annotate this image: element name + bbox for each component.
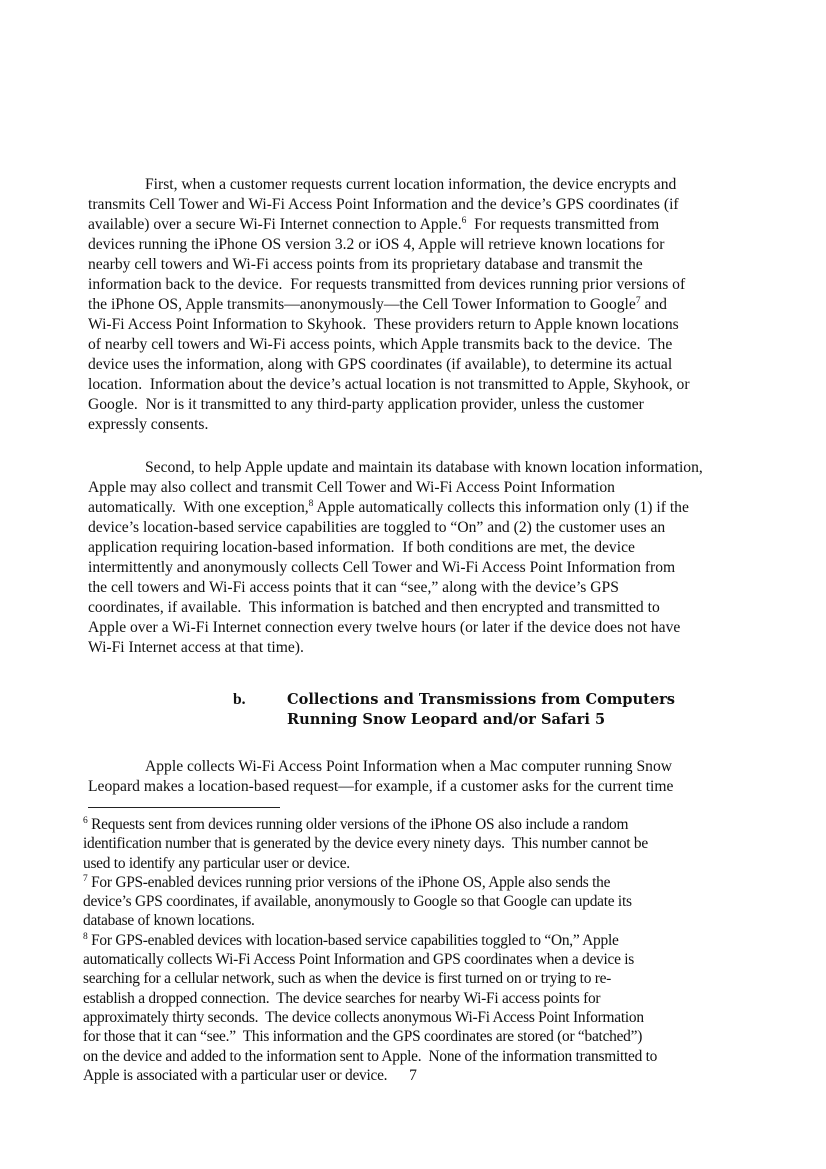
text-line: of nearby cell towers and Wi-Fi access points, which Apple transmits back to the device. The	[88, 336, 673, 353]
text-line: establish a dropped connection. The device searches for nearby Wi-Fi access points for	[83, 989, 601, 1007]
section-marker: b.	[233, 691, 246, 708]
text-line: device uses the information, along with GPS coordinates (if available), to determine its actual	[88, 356, 673, 373]
text-line: coordinates, if available. This information is batched and then encrypted and transmitted to	[88, 599, 660, 616]
text-line: searching for a cellular network, such as when the device is first turned on or trying to re-	[83, 970, 612, 988]
text-line: device’s GPS coordinates, if available, anonymously to Google so that Google can update its	[83, 893, 632, 911]
paragraph-second	[88, 458, 758, 658]
page-number: 7	[409, 1067, 417, 1084]
text-line: Apple is associated with a particular user or device.	[83, 1066, 388, 1084]
text-line: Apple collects Wi-Fi Access Point Information when a Mac computer running Snow	[145, 758, 673, 775]
text-line: identification number that is generated by the device every ninety days. This number cannot be	[83, 835, 648, 853]
section-title-line: Running Snow Leopard and/or Safari 5	[287, 711, 606, 728]
text-line: Wi-Fi Internet access at that time).	[88, 639, 304, 656]
text-line: the cell towers and Wi-Fi access points that it can “see,” along with the device’s GPS	[88, 579, 619, 596]
footnote-reference: 7	[83, 873, 88, 884]
text-line: First, when a customer requests current location information, the device encrypts and	[145, 176, 677, 193]
text-line: for those that it can “see.” This information and the GPS coordinates are stored (or “batched”)	[83, 1028, 643, 1046]
text-line: transmits Cell Tower and Wi-Fi Access Point Information and the device’s GPS coordinates (if	[88, 196, 679, 213]
section-title-line: Collections and Transmissions from Computers	[287, 691, 676, 708]
footnotes	[83, 815, 753, 1085]
text-line: the iPhone OS, Apple transmits—anonymously—the Cell Tower Information to Google$^7$ and	[88, 296, 667, 313]
text-line: device’s location-based service capabilities are toggled to “On” and (2) the customer uses an	[88, 519, 666, 536]
text-line: automatically collects Wi-Fi Access Point Information and GPS coordinates when a device is	[83, 951, 635, 969]
text-line: application requiring location-based information. If both conditions are met, the device	[88, 539, 635, 556]
text-line: Apple over a Wi-Fi Internet connection every twelve hours (or later if the device does not have	[88, 619, 681, 636]
text-line: database of known locations.	[83, 912, 255, 930]
text-line: Google. Nor is it transmitted to any third-party application provider, unless the customer	[88, 396, 644, 413]
text-line: automatically. With one exception,$^8$ Apple automatically collects this information only (1) if the	[88, 499, 689, 516]
text-line: devices running the iPhone OS version 3.2 or iOS 4, Apple will retrieve known locations for	[88, 236, 665, 253]
paragraph-third	[88, 757, 758, 797]
section-title	[287, 690, 675, 730]
text-line: Wi-Fi Access Point Information to Skyhook. These providers return to Apple known locations	[88, 316, 679, 333]
footnote-reference: 8	[308, 499, 314, 509]
text-line: location. Information about the device’s actual location is not transmitted to Apple, Skyhook, or	[88, 376, 690, 393]
text-line: $^8$ For GPS-enabled devices with location-based service capabilities toggled to “On,” Apple	[83, 931, 619, 949]
text-line: available) over a secure Wi-Fi Internet connection to Apple.$^6$ For requests transmitted from	[88, 216, 660, 233]
text-line: expressly consents.	[88, 416, 209, 433]
text-line: on the device and added to the information sent to Apple. None of the information transmitted to	[83, 1047, 658, 1065]
footnote-reference: 6	[461, 216, 467, 226]
footnote-reference: 6	[83, 816, 88, 826]
text-line: information back to the device. For requests transmitted from devices running prior versions of	[88, 276, 686, 293]
text-line: Leopard makes a location-based request—for example, if a customer asks for the current time	[88, 778, 674, 795]
text-line: Apple may also collect and transmit Cell Tower and Wi-Fi Access Point Information	[88, 479, 615, 496]
footnote-reference: 7	[635, 296, 641, 306]
text-line: intermittently and anonymously collects Cell Tower and Wi-Fi Access Point Information from	[88, 559, 676, 576]
text-line: $^6$ Requests sent from devices running older versions of the iPhone OS also include a random	[83, 816, 629, 833]
paragraph-first	[88, 175, 758, 435]
text-line: $^7$ For GPS-enabled devices running prior versions of the iPhone OS, Apple also sends the	[83, 873, 611, 891]
text-line: Second, to help Apple update and maintain its database with known location information,	[145, 459, 703, 476]
text-line: approximately thirty seconds. The device collects anonymous Wi-Fi Access Point Information	[83, 1008, 644, 1026]
footnote-divider	[88, 807, 280, 808]
text-line: used to identify any particular user or device.	[83, 854, 350, 872]
footnote-reference: 8	[83, 931, 88, 942]
text-line: nearby cell towers and Wi-Fi access points from its proprietary database and transmit the	[88, 256, 643, 273]
